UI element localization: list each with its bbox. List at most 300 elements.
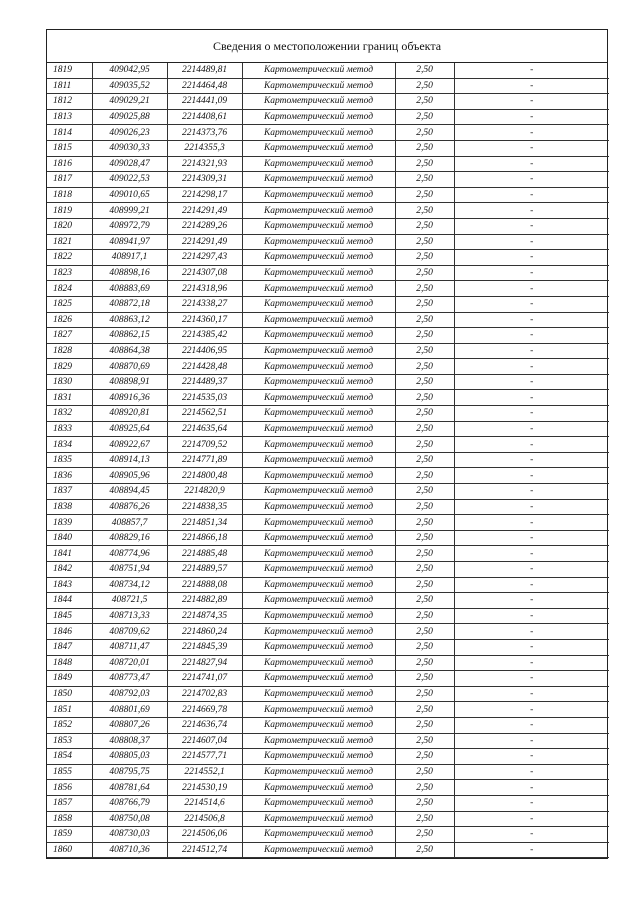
y-coordinate-cell: 2214827,94 (167, 655, 242, 671)
description-cell: - (454, 499, 609, 515)
method-cell: Картометрический метод (242, 125, 395, 141)
table-row (47, 78, 609, 94)
method-cell: Картометрический метод (242, 437, 395, 453)
description-cell: - (454, 187, 609, 203)
method-cell: Картометрический метод (242, 702, 395, 718)
y-coordinate-cell: 2214888,08 (167, 577, 242, 593)
x-coordinate-cell: 408876,26 (92, 499, 167, 515)
accuracy-cell: 2,50 (395, 156, 454, 172)
accuracy-cell: 2,50 (395, 359, 454, 375)
point-number-cell: 1818 (47, 187, 92, 203)
accuracy-cell: 2,50 (395, 686, 454, 702)
description-cell: - (454, 250, 609, 266)
point-number-cell: 1836 (47, 468, 92, 484)
description-cell: - (454, 717, 609, 733)
description-cell: - (454, 593, 609, 609)
description-cell: - (454, 156, 609, 172)
method-cell: Картометрический метод (242, 109, 395, 125)
y-coordinate-cell: 2214709,52 (167, 437, 242, 453)
description-cell: - (454, 140, 609, 156)
table-row (47, 94, 609, 110)
table-row (47, 827, 609, 843)
method-cell: Картометрический метод (242, 94, 395, 110)
description-cell: - (454, 172, 609, 188)
accuracy-cell: 2,50 (395, 296, 454, 312)
y-coordinate-cell: 2214318,96 (167, 281, 242, 297)
table-row (47, 655, 609, 671)
accuracy-cell: 2,50 (395, 452, 454, 468)
x-coordinate-cell: 408870,69 (92, 359, 167, 375)
method-cell: Картометрический метод (242, 639, 395, 655)
description-cell: - (454, 421, 609, 437)
x-coordinate-cell: 408795,75 (92, 764, 167, 780)
y-coordinate-cell: 2214800,48 (167, 468, 242, 484)
description-cell: - (454, 94, 609, 110)
point-number-cell: 1842 (47, 562, 92, 578)
x-coordinate-cell: 408863,12 (92, 312, 167, 328)
x-coordinate-cell: 408883,69 (92, 281, 167, 297)
description-cell: - (454, 359, 609, 375)
accuracy-cell: 2,50 (395, 250, 454, 266)
method-cell: Картометрический метод (242, 172, 395, 188)
x-coordinate-cell: 408898,16 (92, 265, 167, 281)
description-cell: - (454, 218, 609, 234)
accuracy-cell: 2,50 (395, 749, 454, 765)
x-coordinate-cell: 408862,15 (92, 328, 167, 344)
table-row (47, 343, 609, 359)
point-number-cell: 1856 (47, 780, 92, 796)
method-cell: Картометрический метод (242, 452, 395, 468)
table-row (47, 577, 609, 593)
y-coordinate-cell: 2214607,04 (167, 733, 242, 749)
table-row (47, 702, 609, 718)
point-number-cell: 1829 (47, 359, 92, 375)
y-coordinate-cell: 2214771,89 (167, 452, 242, 468)
x-coordinate-cell: 408720,01 (92, 655, 167, 671)
y-coordinate-cell: 2214562,51 (167, 406, 242, 422)
table-row (47, 468, 609, 484)
y-coordinate-cell: 2214514,6 (167, 795, 242, 811)
accuracy-cell: 2,50 (395, 764, 454, 780)
y-coordinate-cell: 2214702,83 (167, 686, 242, 702)
description-cell: - (454, 406, 609, 422)
description-cell: - (454, 780, 609, 796)
method-cell: Картометрический метод (242, 421, 395, 437)
y-coordinate-cell: 2214408,61 (167, 109, 242, 125)
accuracy-cell: 2,50 (395, 125, 454, 141)
point-number-cell: 1823 (47, 265, 92, 281)
point-number-cell: 1843 (47, 577, 92, 593)
method-cell: Картометрический метод (242, 281, 395, 297)
accuracy-cell: 2,50 (395, 624, 454, 640)
table-row (47, 125, 609, 141)
method-cell: Картометрический метод (242, 827, 395, 843)
y-coordinate-cell: 2214291,49 (167, 234, 242, 250)
x-coordinate-cell: 408898,91 (92, 374, 167, 390)
y-coordinate-cell: 2214321,93 (167, 156, 242, 172)
point-number-cell: 1820 (47, 218, 92, 234)
y-coordinate-cell: 2214464,48 (167, 78, 242, 94)
x-coordinate-cell: 408805,03 (92, 749, 167, 765)
accuracy-cell: 2,50 (395, 234, 454, 250)
method-cell: Картометрический метод (242, 764, 395, 780)
point-number-cell: 1819 (47, 203, 92, 219)
accuracy-cell: 2,50 (395, 109, 454, 125)
y-coordinate-cell: 2214406,95 (167, 343, 242, 359)
x-coordinate-cell: 408792,03 (92, 686, 167, 702)
x-coordinate-cell: 408709,62 (92, 624, 167, 640)
accuracy-cell: 2,50 (395, 468, 454, 484)
accuracy-cell: 2,50 (395, 94, 454, 110)
x-coordinate-cell: 409042,95 (92, 63, 167, 78)
x-coordinate-cell: 408713,33 (92, 608, 167, 624)
table-row (47, 312, 609, 328)
table-row (47, 639, 609, 655)
y-coordinate-cell: 2214889,57 (167, 562, 242, 578)
table-row (47, 515, 609, 531)
table-row (47, 281, 609, 297)
table-row (47, 608, 609, 624)
method-cell: Картометрический метод (242, 406, 395, 422)
table-row (47, 359, 609, 375)
x-coordinate-cell: 408917,1 (92, 250, 167, 266)
table-row (47, 374, 609, 390)
table-row (47, 842, 609, 858)
description-cell: - (454, 764, 609, 780)
accuracy-cell: 2,50 (395, 437, 454, 453)
table-row (47, 686, 609, 702)
description-cell: - (454, 749, 609, 765)
table-row (47, 764, 609, 780)
description-cell: - (454, 484, 609, 500)
table-row (47, 390, 609, 406)
method-cell: Картометрический метод (242, 265, 395, 281)
x-coordinate-cell: 408941,97 (92, 234, 167, 250)
y-coordinate-cell: 2214552,1 (167, 764, 242, 780)
coordinates-table-body (47, 63, 609, 858)
description-cell: - (454, 452, 609, 468)
method-cell: Картометрический метод (242, 468, 395, 484)
accuracy-cell: 2,50 (395, 733, 454, 749)
method-cell: Картометрический метод (242, 546, 395, 562)
x-coordinate-cell: 409025,88 (92, 109, 167, 125)
point-number-cell: 1816 (47, 156, 92, 172)
description-cell: - (454, 203, 609, 219)
point-number-cell: 1845 (47, 608, 92, 624)
y-coordinate-cell: 2214635,64 (167, 421, 242, 437)
y-coordinate-cell: 2214297,43 (167, 250, 242, 266)
accuracy-cell: 2,50 (395, 140, 454, 156)
description-cell: - (454, 343, 609, 359)
method-cell: Картометрический метод (242, 187, 395, 203)
table-row (47, 328, 609, 344)
table-row (47, 140, 609, 156)
point-number-cell: 1815 (47, 140, 92, 156)
point-number-cell: 1834 (47, 437, 92, 453)
y-coordinate-cell: 2214291,49 (167, 203, 242, 219)
point-number-cell: 1858 (47, 811, 92, 827)
table-row (47, 562, 609, 578)
y-coordinate-cell: 2214636,74 (167, 717, 242, 733)
accuracy-cell: 2,50 (395, 218, 454, 234)
method-cell: Картометрический метод (242, 63, 395, 78)
description-cell: - (454, 296, 609, 312)
description-cell: - (454, 624, 609, 640)
table-row (47, 63, 609, 78)
table-row (47, 593, 609, 609)
table-row (47, 452, 609, 468)
y-coordinate-cell: 2214874,35 (167, 608, 242, 624)
description-cell: - (454, 281, 609, 297)
x-coordinate-cell: 409026,23 (92, 125, 167, 141)
y-coordinate-cell: 2214428,48 (167, 359, 242, 375)
point-number-cell: 1826 (47, 312, 92, 328)
method-cell: Картометрический метод (242, 343, 395, 359)
x-coordinate-cell: 409035,52 (92, 78, 167, 94)
x-coordinate-cell: 409029,21 (92, 94, 167, 110)
description-cell: - (454, 577, 609, 593)
point-number-cell: 1830 (47, 374, 92, 390)
point-number-cell: 1811 (47, 78, 92, 94)
y-coordinate-cell: 2214355,3 (167, 140, 242, 156)
method-cell: Картометрический метод (242, 203, 395, 219)
description-cell: - (454, 671, 609, 687)
x-coordinate-cell: 408751,94 (92, 562, 167, 578)
method-cell: Картометрический метод (242, 312, 395, 328)
description-cell: - (454, 374, 609, 390)
accuracy-cell: 2,50 (395, 281, 454, 297)
table-row (47, 671, 609, 687)
x-coordinate-cell: 408721,5 (92, 593, 167, 609)
x-coordinate-cell: 408829,16 (92, 530, 167, 546)
accuracy-cell: 2,50 (395, 203, 454, 219)
table-row (47, 437, 609, 453)
accuracy-cell: 2,50 (395, 577, 454, 593)
y-coordinate-cell: 2214860,24 (167, 624, 242, 640)
x-coordinate-cell: 408808,37 (92, 733, 167, 749)
accuracy-cell: 2,50 (395, 312, 454, 328)
point-number-cell: 1837 (47, 484, 92, 500)
y-coordinate-cell: 2214385,42 (167, 328, 242, 344)
accuracy-cell: 2,50 (395, 328, 454, 344)
x-coordinate-cell: 408730,03 (92, 827, 167, 843)
point-number-cell: 1841 (47, 546, 92, 562)
point-number-cell: 1847 (47, 639, 92, 655)
point-number-cell: 1827 (47, 328, 92, 344)
description-cell: - (454, 530, 609, 546)
table-row (47, 218, 609, 234)
description-cell: - (454, 608, 609, 624)
table-row (47, 749, 609, 765)
x-coordinate-cell: 408857,7 (92, 515, 167, 531)
y-coordinate-cell: 2214577,71 (167, 749, 242, 765)
method-cell: Картометрический метод (242, 795, 395, 811)
point-number-cell: 1835 (47, 452, 92, 468)
accuracy-cell: 2,50 (395, 795, 454, 811)
y-coordinate-cell: 2214820,9 (167, 484, 242, 500)
method-cell: Картометрический метод (242, 499, 395, 515)
method-cell: Картометрический метод (242, 359, 395, 375)
accuracy-cell: 2,50 (395, 811, 454, 827)
y-coordinate-cell: 2214866,18 (167, 530, 242, 546)
method-cell: Картометрический метод (242, 608, 395, 624)
x-coordinate-cell: 408864,38 (92, 343, 167, 359)
accuracy-cell: 2,50 (395, 842, 454, 858)
y-coordinate-cell: 2214298,17 (167, 187, 242, 203)
accuracy-cell: 2,50 (395, 187, 454, 203)
y-coordinate-cell: 2214489,37 (167, 374, 242, 390)
description-cell: - (454, 63, 609, 78)
x-coordinate-cell: 408734,12 (92, 577, 167, 593)
description-cell: - (454, 811, 609, 827)
description-cell: - (454, 390, 609, 406)
accuracy-cell: 2,50 (395, 265, 454, 281)
accuracy-cell: 2,50 (395, 562, 454, 578)
y-coordinate-cell: 2214373,76 (167, 125, 242, 141)
x-coordinate-cell: 408999,21 (92, 203, 167, 219)
method-cell: Картометрический метод (242, 655, 395, 671)
table-row (47, 795, 609, 811)
y-coordinate-cell: 2214506,06 (167, 827, 242, 843)
x-coordinate-cell: 408774,96 (92, 546, 167, 562)
point-number-cell: 1814 (47, 125, 92, 141)
point-number-cell: 1854 (47, 749, 92, 765)
accuracy-cell: 2,50 (395, 421, 454, 437)
accuracy-cell: 2,50 (395, 546, 454, 562)
description-cell: - (454, 639, 609, 655)
method-cell: Картометрический метод (242, 624, 395, 640)
y-coordinate-cell: 2214309,31 (167, 172, 242, 188)
method-cell: Картометрический метод (242, 593, 395, 609)
accuracy-cell: 2,50 (395, 78, 454, 94)
point-number-cell: 1819 (47, 63, 92, 78)
description-cell: - (454, 655, 609, 671)
table-row (47, 406, 609, 422)
coordinates-table (47, 63, 609, 858)
table-row (47, 265, 609, 281)
x-coordinate-cell: 408872,18 (92, 296, 167, 312)
method-cell: Картометрический метод (242, 811, 395, 827)
accuracy-cell: 2,50 (395, 827, 454, 843)
point-number-cell: 1852 (47, 717, 92, 733)
point-number-cell: 1813 (47, 109, 92, 125)
point-number-cell: 1817 (47, 172, 92, 188)
point-number-cell: 1855 (47, 764, 92, 780)
x-coordinate-cell: 408920,81 (92, 406, 167, 422)
x-coordinate-cell: 408894,45 (92, 484, 167, 500)
description-cell: - (454, 546, 609, 562)
accuracy-cell: 2,50 (395, 530, 454, 546)
point-number-cell: 1839 (47, 515, 92, 531)
y-coordinate-cell: 2214535,03 (167, 390, 242, 406)
accuracy-cell: 2,50 (395, 593, 454, 609)
y-coordinate-cell: 2214506,8 (167, 811, 242, 827)
x-coordinate-cell: 409028,47 (92, 156, 167, 172)
description-cell: - (454, 265, 609, 281)
point-number-cell: 1851 (47, 702, 92, 718)
x-coordinate-cell: 408925,64 (92, 421, 167, 437)
method-cell: Картометрический метод (242, 234, 395, 250)
point-number-cell: 1812 (47, 94, 92, 110)
accuracy-cell: 2,50 (395, 499, 454, 515)
point-number-cell: 1857 (47, 795, 92, 811)
y-coordinate-cell: 2214489,81 (167, 63, 242, 78)
table-row (47, 187, 609, 203)
method-cell: Картометрический метод (242, 749, 395, 765)
accuracy-cell: 2,50 (395, 390, 454, 406)
x-coordinate-cell: 408750,08 (92, 811, 167, 827)
accuracy-cell: 2,50 (395, 515, 454, 531)
description-cell: - (454, 109, 609, 125)
x-coordinate-cell: 408905,96 (92, 468, 167, 484)
table-row (47, 811, 609, 827)
table-row (47, 546, 609, 562)
table-row (47, 421, 609, 437)
table-row (47, 780, 609, 796)
x-coordinate-cell: 408710,36 (92, 842, 167, 858)
point-number-cell: 1832 (47, 406, 92, 422)
point-number-cell: 1828 (47, 343, 92, 359)
method-cell: Картометрический метод (242, 250, 395, 266)
point-number-cell: 1824 (47, 281, 92, 297)
y-coordinate-cell: 2214338,27 (167, 296, 242, 312)
description-cell: - (454, 515, 609, 531)
method-cell: Картометрический метод (242, 842, 395, 858)
y-coordinate-cell: 2214441,09 (167, 94, 242, 110)
description-cell: - (454, 733, 609, 749)
method-cell: Картометрический метод (242, 577, 395, 593)
y-coordinate-cell: 2214882,89 (167, 593, 242, 609)
description-cell: - (454, 842, 609, 858)
x-coordinate-cell: 408711,47 (92, 639, 167, 655)
y-coordinate-cell: 2214741,07 (167, 671, 242, 687)
method-cell: Картометрический метод (242, 717, 395, 733)
accuracy-cell: 2,50 (395, 655, 454, 671)
page-title: Сведения о местоположении границ объекта (47, 30, 607, 63)
accuracy-cell: 2,50 (395, 484, 454, 500)
accuracy-cell: 2,50 (395, 406, 454, 422)
description-cell: - (454, 795, 609, 811)
description-cell: - (454, 78, 609, 94)
description-cell: - (454, 468, 609, 484)
description-cell: - (454, 827, 609, 843)
point-number-cell: 1860 (47, 842, 92, 858)
x-coordinate-cell: 409010,65 (92, 187, 167, 203)
accuracy-cell: 2,50 (395, 374, 454, 390)
method-cell: Картометрический метод (242, 328, 395, 344)
description-cell: - (454, 562, 609, 578)
x-coordinate-cell: 408972,79 (92, 218, 167, 234)
y-coordinate-cell: 2214289,26 (167, 218, 242, 234)
y-coordinate-cell: 2214838,35 (167, 499, 242, 515)
y-coordinate-cell: 2214512,74 (167, 842, 242, 858)
method-cell: Картометрический метод (242, 671, 395, 687)
method-cell: Картометрический метод (242, 390, 395, 406)
x-coordinate-cell: 408773,47 (92, 671, 167, 687)
x-coordinate-cell: 408807,26 (92, 717, 167, 733)
table-row (47, 499, 609, 515)
table-row (47, 624, 609, 640)
method-cell: Картометрический метод (242, 78, 395, 94)
point-number-cell: 1838 (47, 499, 92, 515)
description-cell: - (454, 686, 609, 702)
accuracy-cell: 2,50 (395, 702, 454, 718)
table-row (47, 733, 609, 749)
y-coordinate-cell: 2214307,08 (167, 265, 242, 281)
x-coordinate-cell: 408914,13 (92, 452, 167, 468)
table-row (47, 530, 609, 546)
x-coordinate-cell: 408922,67 (92, 437, 167, 453)
